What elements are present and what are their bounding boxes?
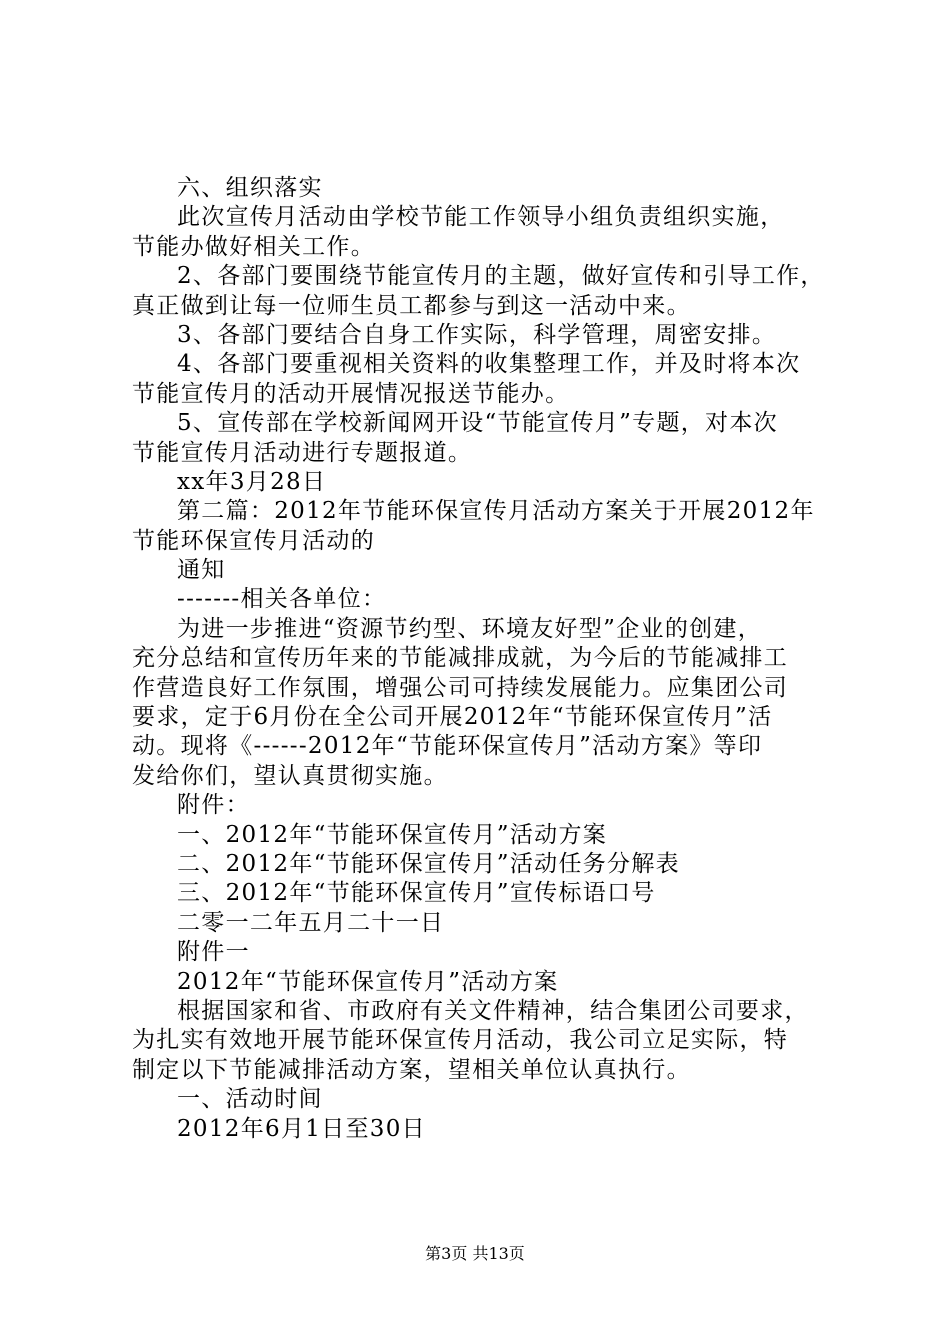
date-line: xx年3月28日 bbox=[177, 468, 327, 495]
notice-heading: 通知 bbox=[177, 557, 226, 584]
paragraph-line: 动。现将《------2012年“节能环保宣传月”活动方案》等印 bbox=[132, 733, 763, 760]
paragraph-line: 为扎实有效地开展节能环保宣传月活动，我公司立足实际，特 bbox=[132, 1027, 789, 1054]
paragraph-line: 5、宣传部在学校新闻网开设“节能宣传月”专题，对本次 bbox=[177, 410, 778, 437]
paragraph-line: 作营造良好工作氛围，增强公司可持续发展能力。应集团公司 bbox=[132, 674, 789, 701]
paragraph-line: 要求，定于6月份在全公司开展2012年“节能环保宣传月”活 bbox=[132, 704, 773, 731]
recipient-line: -------相关各单位： bbox=[177, 586, 387, 613]
attachment-item: 二、2012年“节能环保宣传月”活动任务分解表 bbox=[177, 850, 680, 877]
paragraph-line: 此次宣传月活动由学校节能工作领导小组负责组织实施， bbox=[177, 204, 785, 231]
section-heading-time: 一、活动时间 bbox=[177, 1086, 323, 1113]
chapter-title-line: 节能环保宣传月活动的 bbox=[132, 527, 375, 554]
page-number-footer: 第3页 共13页 bbox=[425, 1244, 525, 1263]
attachment-label: 附件一 bbox=[177, 939, 250, 966]
date-line: 二零一二年五月二十一日 bbox=[177, 909, 445, 936]
attachment-item: 三、2012年“节能环保宣传月”宣传标语口号 bbox=[177, 880, 656, 907]
section-heading-organization: 六、组织落实 bbox=[177, 175, 323, 201]
paragraph-line: 4、各部门要重视相关资料的收集整理工作，并及时将本次 bbox=[177, 351, 801, 378]
paragraph-line: 节能办做好相关工作。 bbox=[132, 233, 375, 260]
paragraph-line: 发给你们，望认真贯彻实施。 bbox=[132, 762, 448, 789]
paragraph-line: 3、各部门要结合自身工作实际，科学管理，周密安排。 bbox=[177, 321, 777, 348]
date-range-line: 2012年6月1日至30日 bbox=[177, 1115, 426, 1142]
paragraph-line: 真正做到让每一位师生员工都参与到这一活动中来。 bbox=[132, 292, 691, 319]
paragraph-line: 充分总结和宣传历年来的节能减排成就，为今后的节能减排工 bbox=[132, 645, 789, 672]
attachment-item: 一、2012年“节能环保宣传月”活动方案 bbox=[177, 821, 608, 848]
plan-title: 2012年“节能环保宣传月”活动方案 bbox=[177, 968, 559, 995]
paragraph-line: 2、各部门要围绕节能宣传月的主题，做好宣传和引导工作， bbox=[177, 263, 825, 290]
chapter-title-line: 第二篇：2012年节能环保宣传月活动方案关于开展2012年 bbox=[177, 498, 815, 525]
paragraph-line: 为进一步推进“资源节约型、环境友好型”企业的创建， bbox=[177, 615, 763, 642]
attachments-heading: 附件： bbox=[177, 792, 250, 819]
paragraph-line: 节能宣传月的活动开展情况报送节能办。 bbox=[132, 380, 570, 407]
paragraph-line: 根据国家和省、市政府有关文件精神，结合集团公司要求， bbox=[177, 997, 809, 1024]
paragraph-line: 节能宣传月活动进行专题报道。 bbox=[132, 439, 473, 466]
document-body bbox=[132, 174, 832, 1144]
paragraph-line: 制定以下节能减排活动方案，望相关单位认真执行。 bbox=[132, 1056, 691, 1083]
